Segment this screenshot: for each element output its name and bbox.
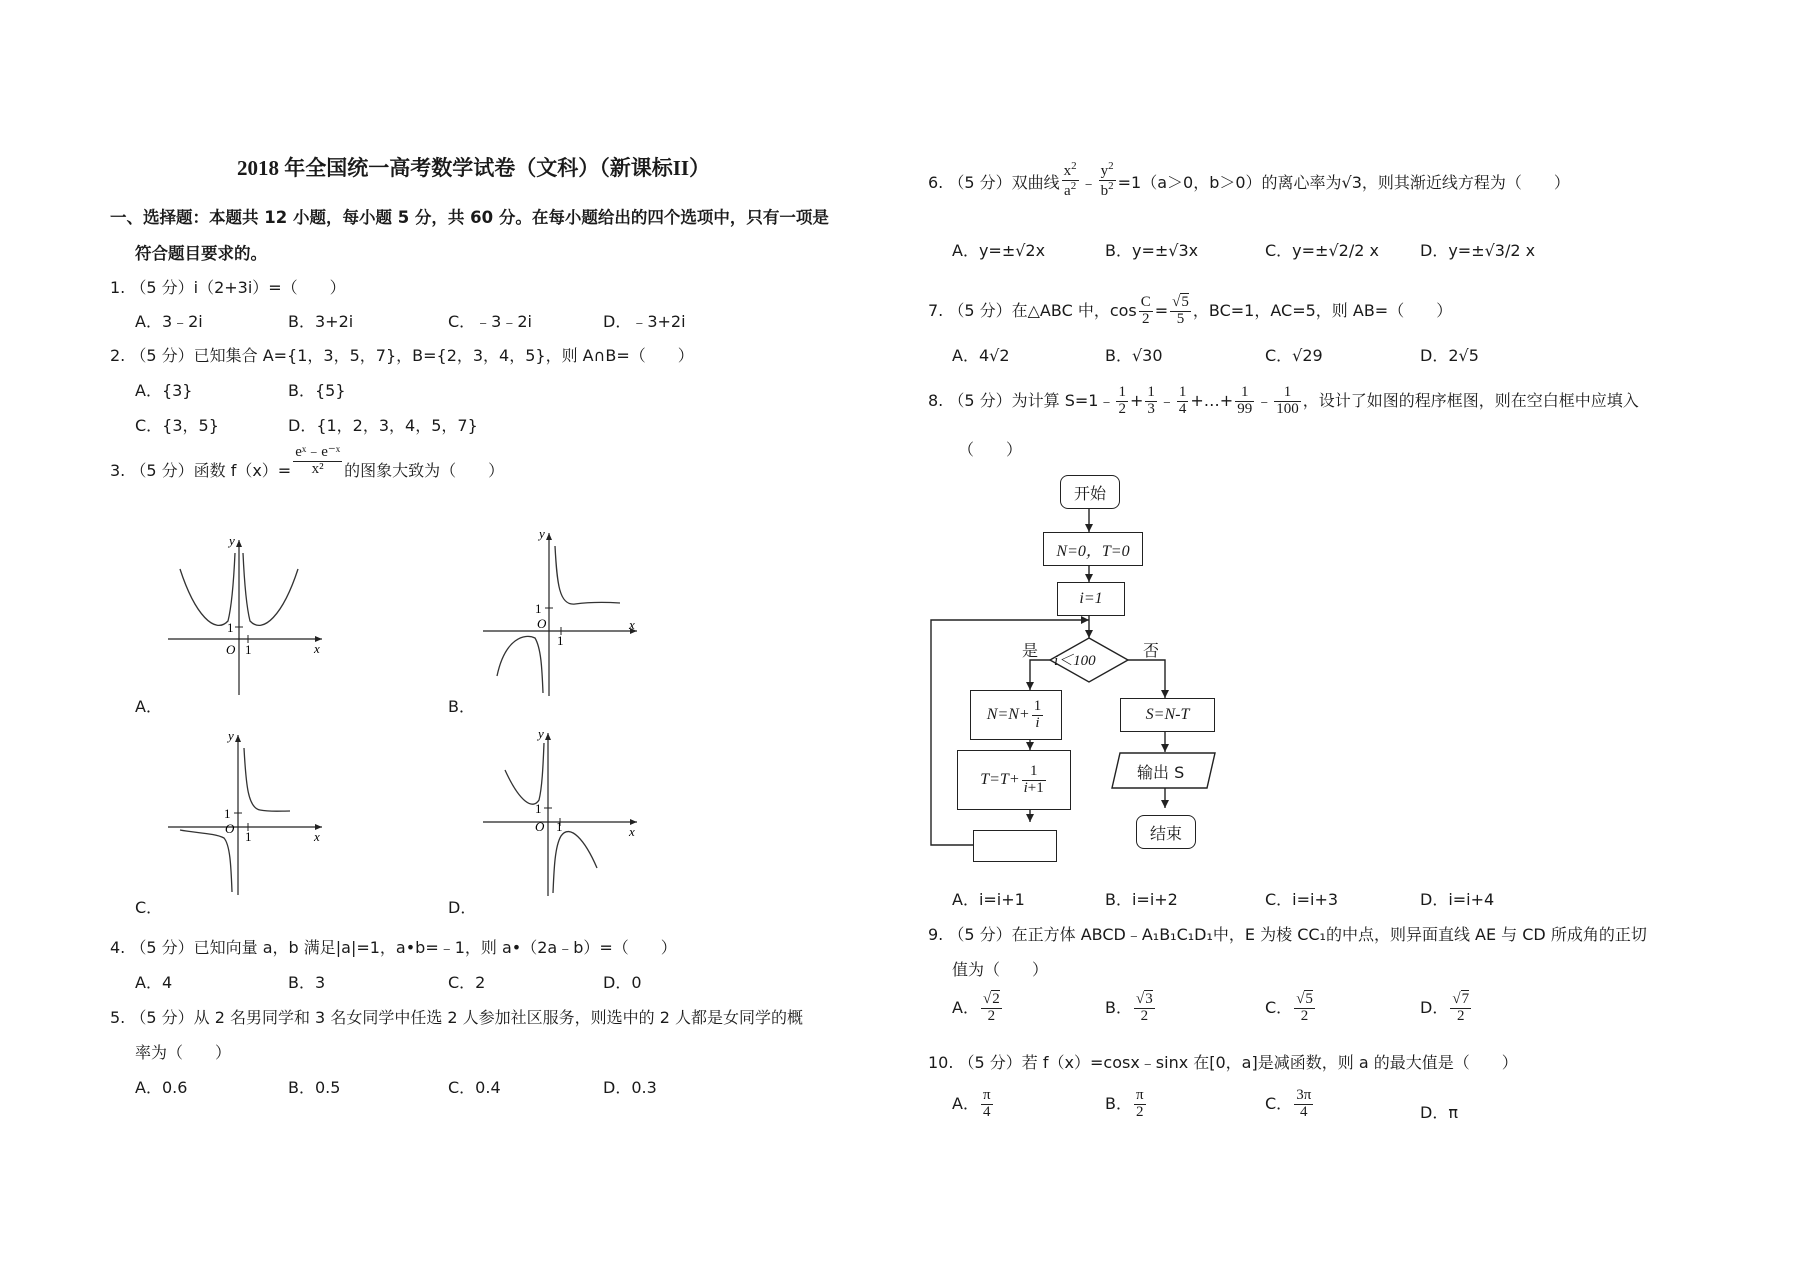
q2-option-d[interactable]: D．{1，2，3，4，5，7} bbox=[288, 416, 478, 435]
q3-graph-c bbox=[160, 730, 330, 900]
flowchart-start: 开始 bbox=[1060, 475, 1120, 509]
q3a-axis-x: x bbox=[314, 641, 320, 656]
q2-stem: 2. （5 分）已知集合 A={1，3，5，7}，B={2，3，4，5}，则 A∩B=（ ） bbox=[110, 346, 694, 365]
q10-option-b[interactable]: B． $\frac{\pi}{2}$ bbox=[1105, 1087, 1144, 1120]
q3-option-c[interactable]: C． bbox=[135, 898, 163, 917]
q5-option-d[interactable]: D．0.3 bbox=[603, 1078, 657, 1097]
q4-option-b[interactable]: B．3 bbox=[288, 973, 326, 992]
q6-stem: 6. （5 分）双曲线 $\frac{x^2}{a^2}$ ﹣ $\frac{y^2}{b^2}$ =1（a＞0，b＞0）的离心率为√3，则其渐近线方程为（ ） bbox=[928, 160, 1570, 199]
flowchart-s-calc: S=N-T bbox=[1120, 698, 1215, 732]
q6-option-b[interactable]: B．y=±√3x bbox=[1105, 241, 1199, 260]
flowchart-end: 结束 bbox=[1136, 815, 1196, 849]
flowchart-lines bbox=[925, 470, 1255, 870]
q2-option-a[interactable]: A．{3} bbox=[135, 381, 193, 400]
q3-option-b[interactable]: B． bbox=[448, 697, 475, 716]
q8-option-c[interactable]: C．i=i+3 bbox=[1265, 890, 1339, 909]
q10-option-c[interactable]: C． $\frac{3\pi}{4}$ bbox=[1265, 1087, 1312, 1120]
flowchart-yes-label: 是 bbox=[1022, 641, 1039, 660]
q3c-tick-1: 1 bbox=[224, 806, 231, 821]
q10-option-d[interactable]: D．π bbox=[1420, 1103, 1458, 1122]
q3-numerator: eˣ﹣e⁻ˣ bbox=[295, 444, 341, 461]
q3-stem: 3. （5 分）函数 f（x）= $\frac{\text{eˣ﹣e⁻ˣ}}{\text{x²}}$ 的图象大致为（ ） bbox=[110, 444, 505, 480]
flowchart-condition: i＜100 bbox=[1054, 653, 1096, 669]
q8-stem: 8. （5 分）为计算 S=1﹣ $\frac{1}{2}$ + $\frac{1}{3}$ ﹣ $\frac{1}{4}$ +…+ $\frac{1}{99}$ ﹣ $\frac{1}{100}$ ，设计了如图的程序框图，则在空白框中应填入 bbox=[928, 384, 1639, 417]
q9-option-a[interactable]: A． $\frac{√2}{2}$ bbox=[952, 991, 1000, 1024]
q3d-axis-y: y bbox=[538, 728, 544, 741]
q5-option-a[interactable]: A．0.6 bbox=[135, 1078, 188, 1097]
q3d-tick-x1: 1 bbox=[556, 819, 563, 834]
q8-option-b[interactable]: B．i=i+2 bbox=[1105, 890, 1178, 909]
q3-option-a[interactable]: A． bbox=[135, 697, 162, 716]
q9-stem: 9. （5 分）在正方体 ABCD﹣A₁B₁C₁D₁中，E 为棱 CC₁的中点，则异面直线 AE 与 CD 所成角的正切 bbox=[928, 925, 1647, 944]
q2-option-b[interactable]: B．{5} bbox=[288, 381, 346, 400]
q5-stem-cont: 率为（ ） bbox=[135, 1043, 232, 1062]
q3-denominator: x² bbox=[311, 461, 324, 477]
q4-option-d[interactable]: D．0 bbox=[603, 973, 642, 992]
q3b-tick-1: 1 bbox=[535, 601, 542, 616]
q3c-axis-x: x bbox=[314, 829, 320, 844]
q3b-origin: O bbox=[537, 616, 547, 631]
q5-stem: 5. （5 分）从 2 名男同学和 3 名女同学中任选 2 人参加社区服务，则选中的 2 人都是女同学的概 bbox=[110, 1008, 804, 1027]
flowchart-n-update: N=N+ $\frac{1}{i}$ bbox=[970, 690, 1062, 740]
q9-option-d[interactable]: D． $\frac{√7}{2}$ bbox=[1420, 991, 1470, 1024]
q5-option-b[interactable]: B．0.5 bbox=[288, 1078, 341, 1097]
q3c-axis-y: y bbox=[228, 730, 234, 743]
q3d-axis-x: x bbox=[629, 824, 635, 839]
q4-option-c[interactable]: C．2 bbox=[448, 973, 486, 992]
q3-option-d[interactable]: D． bbox=[448, 898, 477, 917]
q3d-tick-1: 1 bbox=[535, 801, 542, 816]
q4-stem: 4. （5 分）已知向量 a，b 满足|a|=1，a•b=﹣1，则 a•（2a﹣b）=（ ） bbox=[110, 938, 677, 957]
flowchart-init: N=0，T=0 bbox=[1043, 532, 1143, 566]
q2-option-c[interactable]: C．{3，5} bbox=[135, 416, 219, 435]
q7-option-c[interactable]: C．√29 bbox=[1265, 346, 1323, 365]
q3a-tick-x1: 1 bbox=[245, 642, 252, 657]
flowchart-i-init: i=1 bbox=[1057, 582, 1125, 616]
q7-option-b[interactable]: B．√30 bbox=[1105, 346, 1163, 365]
q9-option-c[interactable]: C． $\frac{√5}{2}$ bbox=[1265, 991, 1313, 1024]
section-heading: 一、选择题：本题共 12 小题，每小题 5 分，共 60 分。在每小题给出的四个选项中，只有一项是 bbox=[110, 208, 829, 227]
flowchart-blank-box[interactable] bbox=[973, 830, 1057, 862]
q4-option-a[interactable]: A．4 bbox=[135, 973, 173, 992]
q6-option-d[interactable]: D．y=±√3/2 x bbox=[1420, 241, 1536, 260]
q9-option-b[interactable]: B． $\frac{√3}{2}$ bbox=[1105, 991, 1153, 1024]
q8-stem-cont: （ ） bbox=[958, 440, 1023, 459]
q3b-axis-y: y bbox=[539, 528, 545, 541]
page-title: 2018 年全国统一高考数学试卷（文科）（新课标II） bbox=[237, 156, 711, 180]
q7-stem: 7. （5 分）在△ABC 中，cos $\frac{C}{2}$ = $\frac{√5}{5}$ ，BC=1，AC=5，则 AB=（ ） bbox=[928, 294, 1453, 327]
q5-option-c[interactable]: C．0.4 bbox=[448, 1078, 501, 1097]
section-heading-cont: 符合题目要求的。 bbox=[135, 244, 267, 263]
q3-graph-b bbox=[475, 528, 645, 700]
q10-option-a[interactable]: A． $\frac{\pi}{4}$ bbox=[952, 1087, 991, 1120]
q3c-tick-x1: 1 bbox=[245, 829, 252, 844]
q1-option-a[interactable]: A．3﹣2i bbox=[135, 312, 203, 331]
q8-option-a[interactable]: A．i=i+1 bbox=[952, 890, 1025, 909]
flowchart-t-update: T=T+ $\frac{1}{i+1}$ bbox=[957, 750, 1071, 810]
q7-option-d[interactable]: D．2√5 bbox=[1420, 346, 1479, 365]
q7-option-a[interactable]: A．4√2 bbox=[952, 346, 1010, 365]
q1-option-d[interactable]: D．﹣3+2i bbox=[603, 312, 686, 331]
q8-option-d[interactable]: D．i=i+4 bbox=[1420, 890, 1495, 909]
q1-option-b[interactable]: B．3+2i bbox=[288, 312, 354, 331]
flowchart-output: 输出 S bbox=[1137, 763, 1185, 782]
q1-option-c[interactable]: C．﹣3﹣2i bbox=[448, 312, 532, 331]
q1-stem: 1. （5 分）i（2+3i）=（ ） bbox=[110, 278, 346, 297]
q3d-origin: O bbox=[535, 819, 545, 834]
q3-graph-a bbox=[160, 535, 330, 700]
q10-stem: 10. （5 分）若 f（x）=cosx﹣sinx 在[0，a]是减函数，则 a 的最大值是（ ） bbox=[928, 1053, 1518, 1072]
q3a-origin: O bbox=[226, 642, 236, 657]
q6-option-c[interactable]: C．y=±√2/2 x bbox=[1265, 241, 1379, 260]
q6-option-a[interactable]: A．y=±√2x bbox=[952, 241, 1046, 260]
q3a-axis-y: y bbox=[229, 535, 235, 548]
q3-graph-d bbox=[475, 728, 645, 900]
q3b-axis-x: x bbox=[629, 617, 635, 632]
flowchart-no-label: 否 bbox=[1143, 641, 1160, 660]
q3b-tick-x1: 1 bbox=[557, 633, 564, 648]
q3a-tick-1: 1 bbox=[227, 620, 234, 635]
q9-stem-cont: 值为（ ） bbox=[952, 960, 1049, 979]
q3c-origin: O bbox=[225, 821, 235, 836]
